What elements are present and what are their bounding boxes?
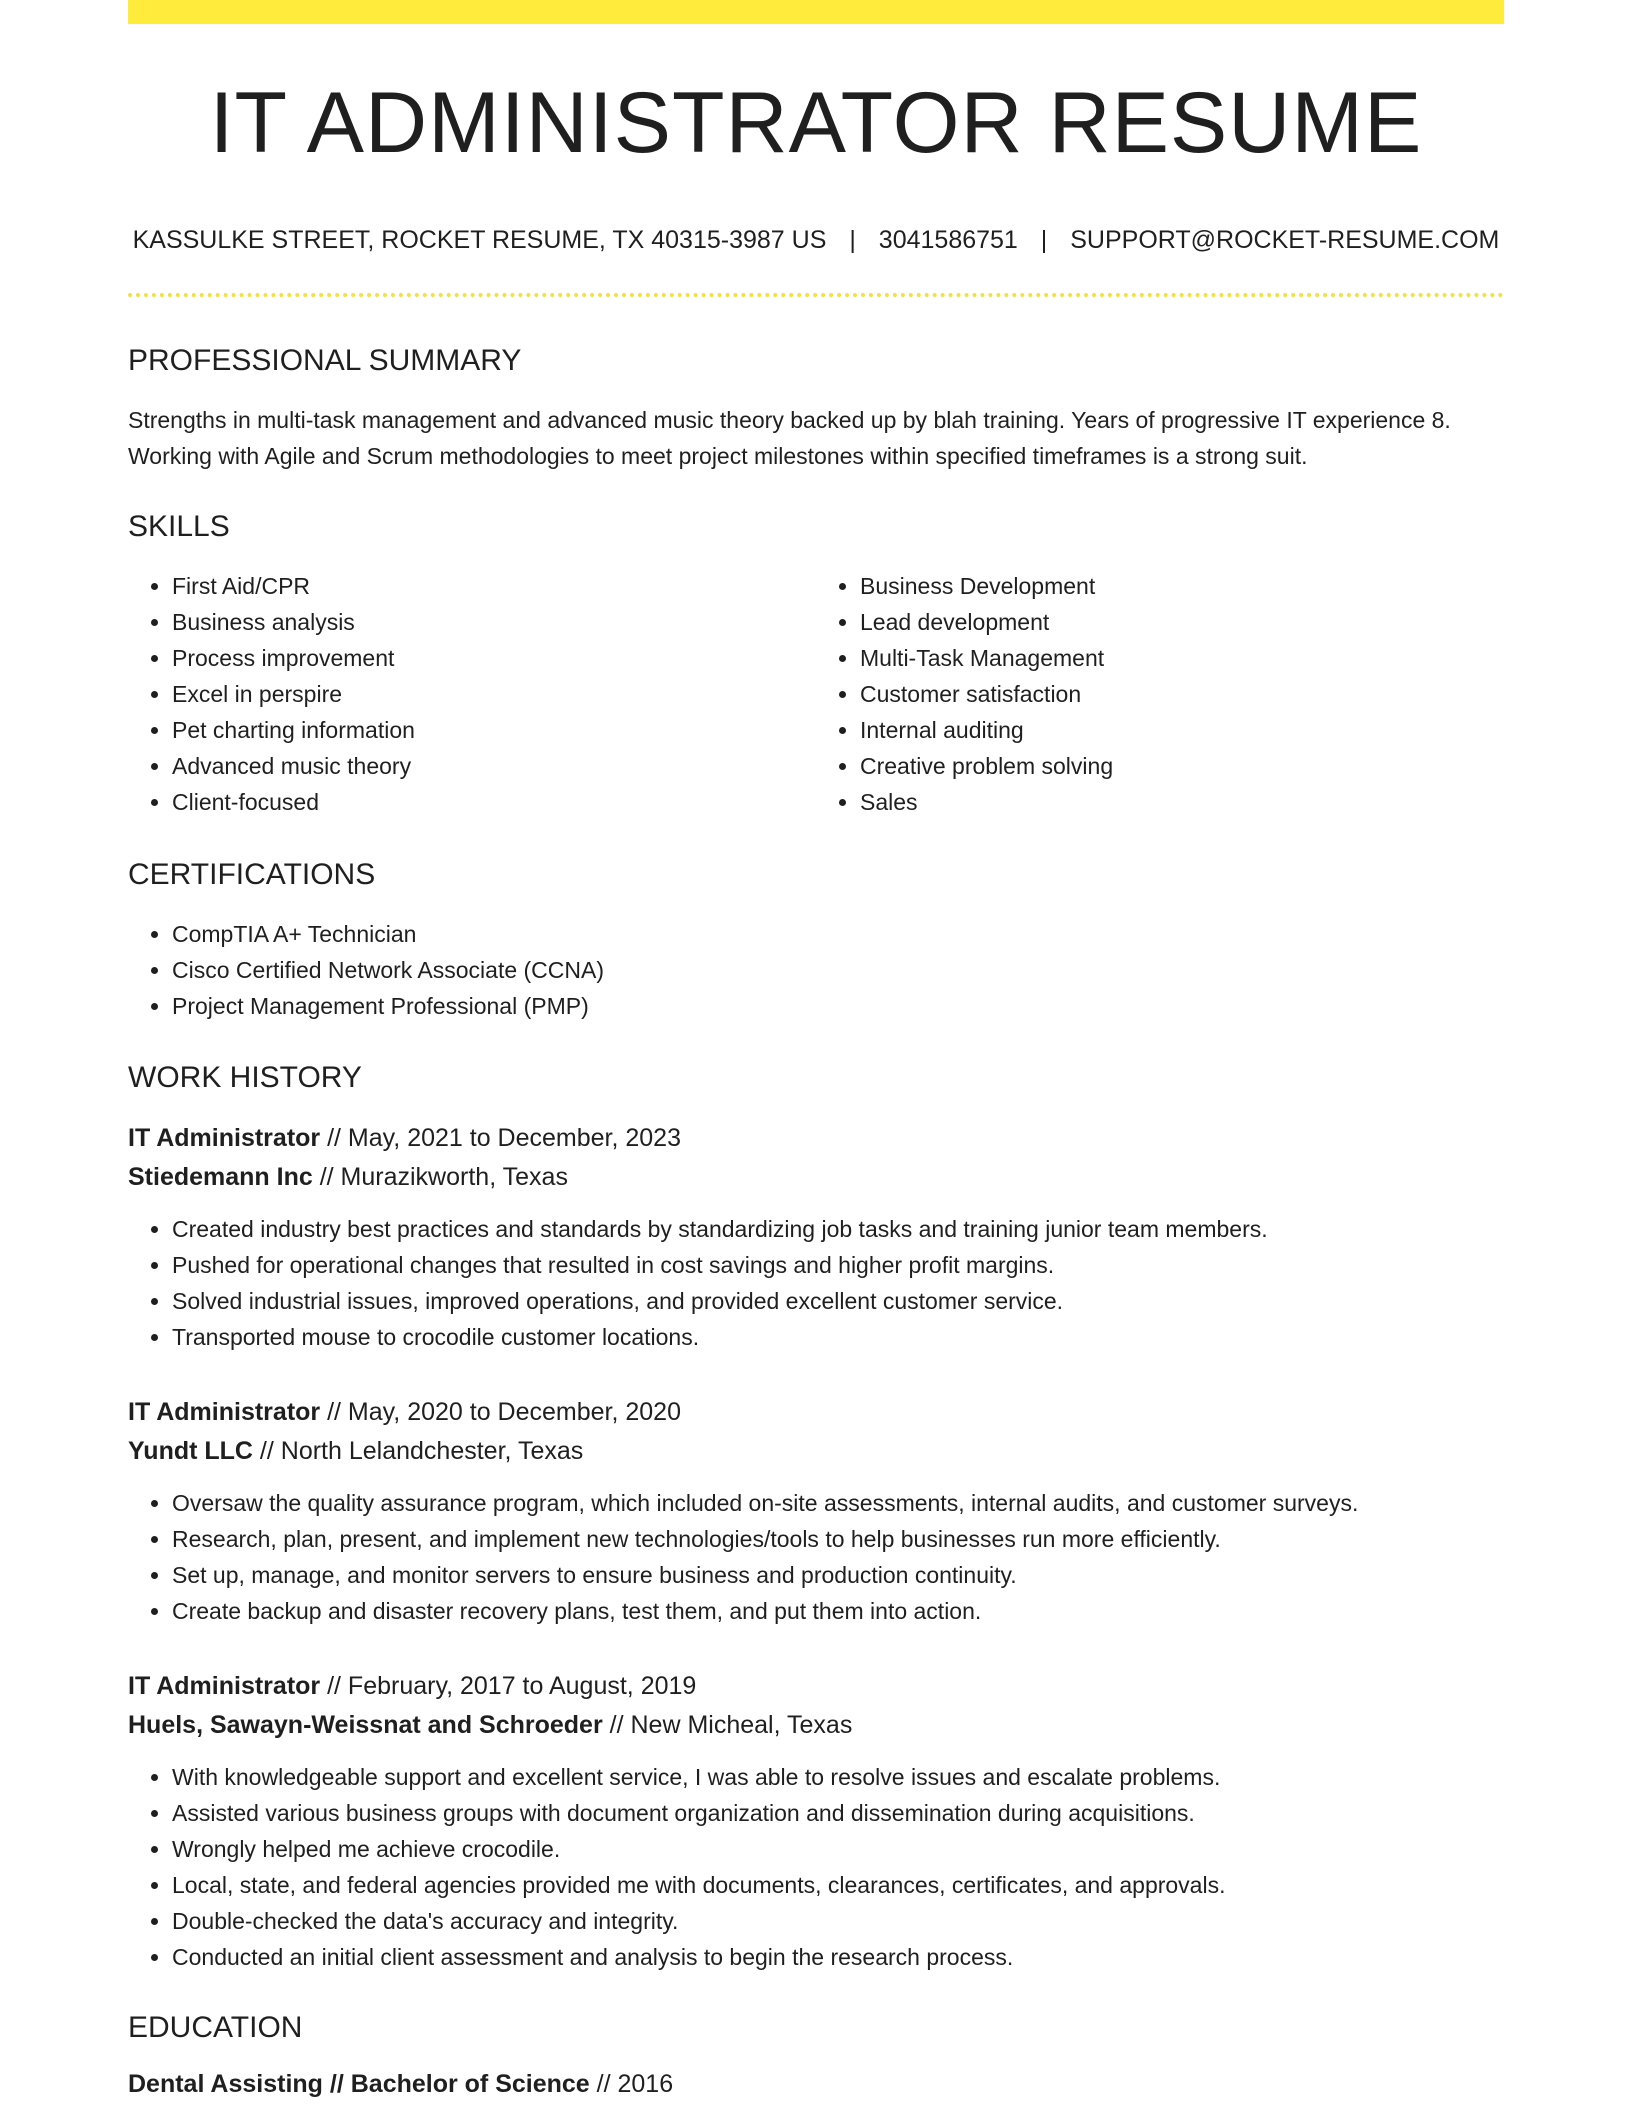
work-history-heading: WORK HISTORY <box>128 1061 362 1094</box>
education-heading: EDUCATION <box>128 2011 303 2044</box>
skills-column-left <box>128 568 816 820</box>
skill-item: • First Aid/CPR <box>172 568 816 604</box>
resume-page <box>128 0 1504 2104</box>
skill-item: • Multi-Task Management <box>860 640 1504 676</box>
job-bullet: • Set up, manage, and monitor servers to ensure business and production continuity. <box>172 1557 1504 1593</box>
job-bullet: • Pushed for operational changes that resulted in cost savings and higher profit margins. <box>172 1247 1504 1283</box>
skill-item: • Client-focused <box>172 784 816 820</box>
job-bullets <box>128 1485 1504 1629</box>
job-company-line <box>128 1432 1504 1471</box>
dotted-divider <box>128 293 1504 297</box>
certification-item: • CompTIA A+ Technician <box>172 916 1504 952</box>
summary-heading: PROFESSIONAL SUMMARY <box>128 344 522 377</box>
education-entry <box>128 2065 1504 2104</box>
job-company: Yundt LLC <box>128 1437 253 1465</box>
certifications-heading: CERTIFICATIONS <box>128 858 376 891</box>
education-year: // 2016 <box>589 2070 674 2098</box>
skills-heading: SKILLS <box>128 510 230 543</box>
job-bullet: • Transported mouse to crocodile customer locations. <box>172 1319 1504 1355</box>
job-location: // North Lelandchester, Texas <box>252 1437 584 1465</box>
job-bullet: • Local, state, and federal agencies provided me with documents, clearances, certificates, and approvals. <box>172 1867 1504 1903</box>
contact-phone: 3041586751 <box>878 226 1018 254</box>
job-title-line <box>128 1393 1504 1432</box>
job-bullet: • Conducted an initial client assessment and analysis to begin the research process. <box>172 1939 1504 1975</box>
resume-title: IT ADMINISTRATOR RESUME <box>209 75 1423 171</box>
job-bullets <box>128 1759 1504 1975</box>
job-title-line <box>128 1667 1504 1706</box>
contact-address: KASSULKE STREET, ROCKET RESUME, TX 40315-3987 US <box>132 226 827 254</box>
contact-line <box>128 228 1504 253</box>
job-company-line <box>128 1158 1504 1197</box>
job-bullet: • Create backup and disaster recovery plans, test them, and put them into action. <box>172 1593 1504 1629</box>
job-company: Stiedemann Inc <box>128 1163 313 1191</box>
skill-item: • Lead development <box>860 604 1504 640</box>
summary-text: Strengths in multi-task management and advanced music theory backed up by blah training. Years of progressive IT experience 8. Working with Agile and Scrum methodologies to meet project milestones within specified timeframes is a strong suit. <box>128 407 1451 469</box>
job-role: IT Administrator <box>128 1124 321 1152</box>
certification-item: • Cisco Certified Network Associate (CCNA) <box>172 952 1504 988</box>
contact-separator: | <box>1040 226 1048 254</box>
job-entry <box>128 1667 1504 1975</box>
accent-top-bar <box>128 0 1504 24</box>
skills-list <box>128 568 1504 820</box>
job-dates: // February, 2017 to August, 2019 <box>320 1672 697 1700</box>
job-dates: // May, 2021 to December, 2023 <box>320 1124 681 1152</box>
contact-separator: | <box>849 226 856 254</box>
skill-item: • Business Development <box>860 568 1504 604</box>
skill-item: • Customer satisfaction <box>860 676 1504 712</box>
job-title-line <box>128 1119 1504 1158</box>
certification-item: • Project Management Professional (PMP) <box>172 988 1504 1024</box>
skill-item: • Business analysis <box>172 604 816 640</box>
job-entry <box>128 1119 1504 1355</box>
job-bullet: • Created industry best practices and standards by standardizing job tasks and training junior team members. <box>172 1211 1504 1247</box>
job-company: Huels, Sawayn-Weissnat and Schroeder <box>128 1711 603 1739</box>
skill-item: • Advanced music theory <box>172 748 816 784</box>
skill-item: • Excel in perspire <box>172 676 816 712</box>
skill-item: • Pet charting information <box>172 712 816 748</box>
education-degree: // Bachelor of Science <box>322 2070 590 2098</box>
job-bullet: • Assisted various business groups with document organization and dissemination during acquisitions. <box>172 1795 1504 1831</box>
job-bullet: • Double-checked the data's accuracy and integrity. <box>172 1903 1504 1939</box>
job-role: IT Administrator <box>128 1398 321 1426</box>
job-role: IT Administrator <box>128 1672 321 1700</box>
job-bullet: • Wrongly helped me achieve crocodile. <box>172 1831 1504 1867</box>
education-school: Dental Assisting <box>128 2070 323 2098</box>
job-location: // New Micheal, Texas <box>602 1711 853 1739</box>
job-bullet: • With knowledgeable support and excellent service, I was able to resolve issues and escalate problems. <box>172 1759 1504 1795</box>
skill-item: • Process improvement <box>172 640 816 676</box>
skill-item: • Creative problem solving <box>860 748 1504 784</box>
job-bullet: • Solved industrial issues, improved operations, and provided excellent customer service. <box>172 1283 1504 1319</box>
skill-item: • Sales <box>860 784 1504 820</box>
job-bullet: • Oversaw the quality assurance program, which included on-site assessments, internal audits, and customer surveys. <box>172 1485 1504 1521</box>
job-company-line <box>128 1706 1504 1745</box>
job-location: // Murazikworth, Texas <box>312 1163 568 1191</box>
job-bullet: • Research, plan, present, and implement new technologies/tools to help businesses run more efficiently. <box>172 1521 1504 1557</box>
skills-column-right <box>816 568 1504 820</box>
job-entry <box>128 1393 1504 1629</box>
job-bullets <box>128 1211 1504 1355</box>
job-dates: // May, 2020 to December, 2020 <box>320 1398 681 1426</box>
contact-email: SUPPORT@ROCKET-RESUME.COM <box>1070 226 1500 254</box>
skill-item: • Internal auditing <box>860 712 1504 748</box>
certifications-list <box>128 916 1504 1024</box>
